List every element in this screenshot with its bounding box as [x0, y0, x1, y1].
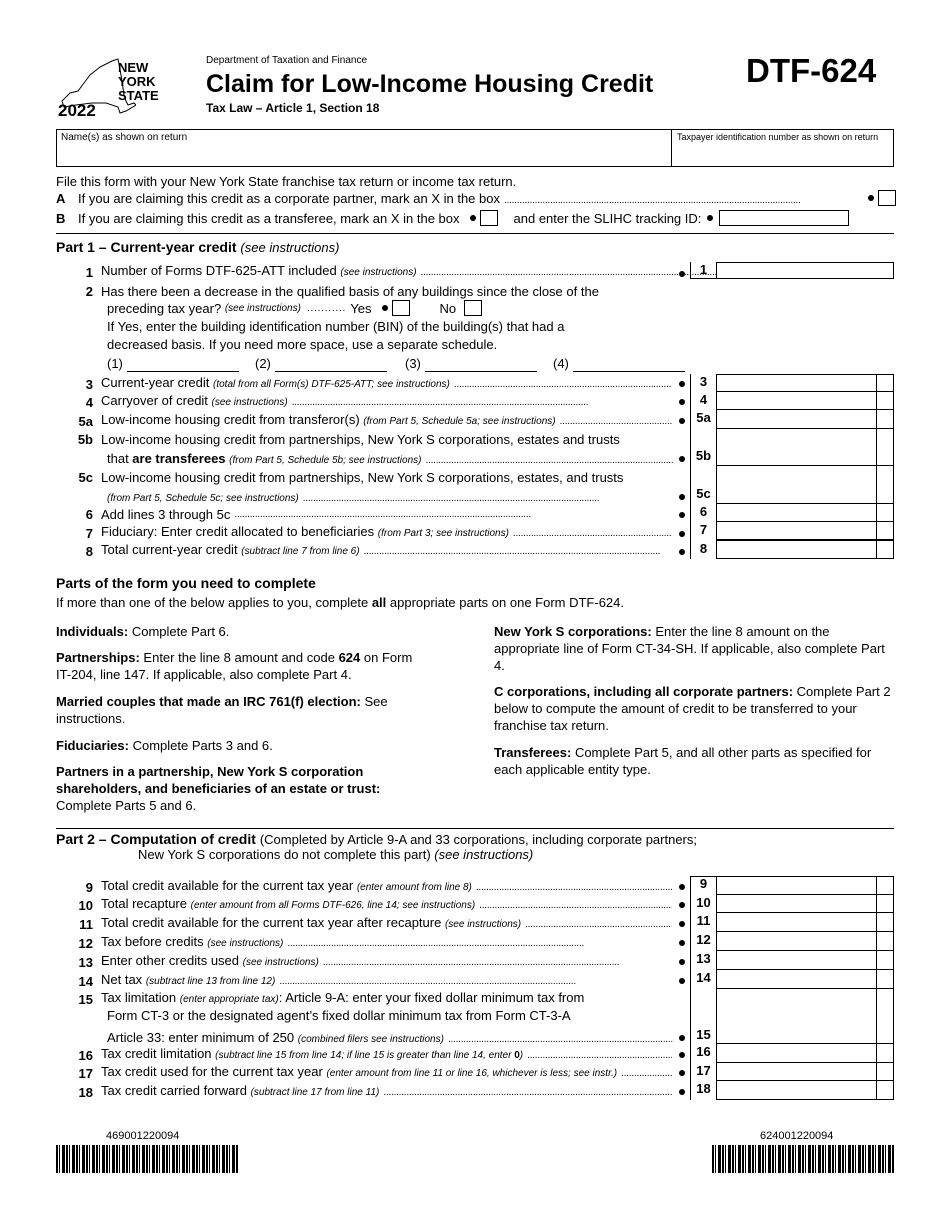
- box-label: 1: [690, 262, 716, 279]
- leader-dots: [621, 1064, 672, 1081]
- box-label: 7: [690, 522, 716, 541]
- line-7-cents-input[interactable]: [876, 522, 894, 541]
- line-9-amount-input[interactable]: [716, 876, 876, 895]
- line-3-amount-input[interactable]: [716, 374, 876, 392]
- bullet-icon: [679, 1035, 685, 1041]
- c-corporations-note: C corporations, including all corporate partners: Complete Part 2 below to compute the amount of credit to be transferred to your franchise tax return.: [494, 684, 891, 733]
- bullet-icon: [679, 381, 685, 387]
- corporate-partner-checkbox[interactable]: [878, 190, 896, 206]
- box-label: 14: [690, 970, 716, 989]
- line-number: 1: [85, 265, 93, 280]
- line-15-cont: Form CT-3 or the designated agent’s fixed dollar minimum tax from Form CT-3-A: [107, 1008, 571, 1023]
- leader-dots: [527, 1046, 672, 1063]
- box-label: 5b: [690, 429, 716, 466]
- line-14: 14 Net tax (subtract line 13 from line 12) . . .: [56, 971, 896, 989]
- barcode-left-number: 469001220094: [106, 1130, 180, 1142]
- line-13: 13 Enter other credits used (see instructions) . . .: [56, 952, 896, 970]
- line-16: 16 Tax credit limitation (subtract line 15 from line 14; if line 15 is greater than line 14, enter 0) . . .: [56, 1045, 896, 1063]
- decrease-no-checkbox[interactable]: [464, 300, 482, 316]
- line-7-amount-input[interactable]: [716, 522, 876, 541]
- bullet-icon: [679, 271, 685, 277]
- box-label: 16: [690, 1044, 716, 1063]
- line-8-cents-input[interactable]: [876, 541, 894, 559]
- bullet-icon: [679, 549, 685, 555]
- line-5b-cents-input[interactable]: [876, 429, 894, 466]
- divider: [56, 828, 894, 829]
- line-13-cents-input[interactable]: [876, 951, 894, 970]
- leader-dots: [303, 489, 673, 504]
- id-fields-box: [56, 129, 894, 167]
- line-9: 9 Total credit available for the current tax year (enter amount from line 8) . . .: [56, 877, 896, 895]
- bullet-icon: [679, 399, 685, 405]
- no-label: No: [439, 300, 457, 316]
- line-5c: 5c Low-income housing credit from partnerships, New York S corporations, estates, and trusts: [78, 470, 624, 485]
- leader-dots: [287, 934, 672, 951]
- line-2: [56, 281, 896, 299]
- part1-heading: [56, 239, 339, 255]
- name-label: Name(s) as shown on return: [61, 132, 188, 143]
- line-6: 6 Add lines 3 through 5c . . .: [56, 504, 896, 522]
- bullet-icon: [679, 512, 685, 518]
- transferee-checkbox[interactable]: [480, 210, 498, 226]
- line-4-amount-input[interactable]: [716, 392, 876, 410]
- line-17-amount-input[interactable]: [716, 1063, 876, 1081]
- line-18-cents-input[interactable]: [876, 1081, 894, 1100]
- leader-dots: [448, 1030, 673, 1045]
- line-5c-cents-input[interactable]: [876, 466, 894, 504]
- leader-dots: [479, 896, 672, 913]
- line-11: 11 Total credit available for the current tax year after recapture (see instructions) . . .: [56, 914, 896, 932]
- box-label: 15: [690, 989, 716, 1044]
- line-12-cents-input[interactable]: [876, 932, 894, 951]
- box-label: 18: [690, 1081, 716, 1100]
- box-label: 8: [690, 541, 716, 559]
- line-11-amount-input[interactable]: [716, 913, 876, 932]
- line-13-amount-input[interactable]: [716, 951, 876, 970]
- box-label: 12: [690, 932, 716, 951]
- line-9-cents-input[interactable]: [876, 876, 894, 895]
- bullet-icon: [679, 1089, 685, 1095]
- transferees-note: Transferees: Complete Part 5, and all other parts as specified for each applicable entity type.: [494, 745, 872, 777]
- individuals-note: Individuals: Complete Part 6.: [56, 624, 230, 639]
- line-14-amount-input[interactable]: [716, 970, 876, 989]
- box-label: 9: [690, 876, 716, 895]
- line-11-cents-input[interactable]: [876, 913, 894, 932]
- line-2-question: preceding tax year? (see instructions) . . . . . . . . . . . Yes No: [107, 300, 482, 316]
- line-text: Has there been a decrease in the qualified basis of any buildings since the close of the: [101, 284, 599, 299]
- leader-dots: [504, 191, 864, 206]
- bullet-icon: [679, 1070, 685, 1076]
- nys-logo: [56, 55, 168, 121]
- slihc-label: and enter the SLIHC tracking ID:: [513, 210, 702, 226]
- line-12-amount-input[interactable]: [716, 932, 876, 951]
- line-8-amount-input[interactable]: [716, 541, 876, 559]
- box-label: 13: [690, 951, 716, 970]
- line-3: 3 Current-year credit (total from all Form(s) DTF-625-ATT; see instructions) . . .: [56, 374, 896, 392]
- bullet-icon: [470, 215, 476, 221]
- line-5c-cont: (from Part 5, Schedule 5c; see instructions) . . .: [107, 486, 687, 504]
- line-15: 15 Tax limitation (enter appropriate tax): Article 9-A: enter your fixed dollar minimum tax from: [78, 990, 585, 1007]
- leader-dots: [425, 451, 673, 466]
- line-17-cents-input[interactable]: [876, 1063, 894, 1081]
- bullet-icon: [679, 884, 685, 890]
- line-12: 12 Tax before credits (see instructions) . . .: [56, 933, 896, 951]
- line-6-cents-input[interactable]: [876, 504, 894, 522]
- bin-input-1[interactable]: [127, 371, 239, 372]
- line-3-cents-input[interactable]: [876, 374, 894, 392]
- line-18: 18 Tax credit carried forward (subtract line 17 from line 11) . . .: [56, 1082, 896, 1100]
- leader-dots: [476, 878, 672, 895]
- bullet-icon: [679, 921, 685, 927]
- bullet-icon: [679, 902, 685, 908]
- form-subtitle: Tax Law – Article 1, Section 18: [206, 101, 380, 115]
- line-17: 17 Tax credit used for the current tax year (enter amount from line 11 or line 16, whichever is less; see instr.) . . .: [56, 1063, 896, 1081]
- form-number: DTF-624: [746, 52, 877, 89]
- bullet-icon: [679, 940, 685, 946]
- line-number: 2: [85, 284, 93, 299]
- logo-new: NEW: [118, 60, 149, 75]
- box-label: 4: [690, 392, 716, 410]
- bullet-icon: [679, 978, 685, 984]
- line-15-amount-input[interactable]: [716, 989, 876, 1044]
- parts-info-title: Parts of the form you need to complete: [56, 575, 316, 591]
- bin-label-1: (1): [107, 356, 123, 371]
- partners-note: Partners in a partnership, New York S corporation shareholders, and beneficiaries of an estate or trust: Complete Parts 5 and 6.: [56, 764, 381, 813]
- line-10-amount-input[interactable]: [716, 895, 876, 913]
- line-text: Number of Forms DTF-625-ATT included (see instructions): [101, 263, 417, 278]
- line-5a-cents-input[interactable]: [876, 410, 894, 429]
- line-15-cents-input[interactable]: [876, 989, 894, 1044]
- line-5b: 5b Low-income housing credit from partnerships, New York S corporations, estates and trusts: [77, 432, 620, 447]
- line-2-instruction-2: decreased basis. If you need more space, use a separate schedule.: [107, 337, 498, 352]
- line-14-cents-input[interactable]: [876, 970, 894, 989]
- line-16-cents-input[interactable]: [876, 1044, 894, 1063]
- line-b-letter: B: [56, 210, 66, 226]
- line-15-cont-2: Article 33: enter minimum of 250 (combined filers see instructions) . . .: [107, 1027, 687, 1045]
- leader-dots: [364, 542, 672, 559]
- parts-info-intro: If more than one of the below applies to you, complete all appropriate parts on one Form DTF-624.: [56, 595, 625, 610]
- line-6-amount-input[interactable]: [716, 504, 876, 522]
- form-title: Claim for Low-Income Housing Credit: [206, 70, 654, 98]
- leader-dots: [292, 393, 672, 410]
- line-7: 7 Fiduciary: Enter credit allocated to beneficiaries (from Part 3; see instructions) . . .: [56, 523, 896, 541]
- name-field[interactable]: [57, 130, 672, 166]
- bullet-icon: [868, 195, 874, 201]
- line-b-text: If you are claiming this credit as a transferee, mark an X in the box: [78, 210, 460, 226]
- line-2-instruction: If Yes, enter the building identification number (BIN) of the building(s) that had a: [107, 319, 565, 334]
- bullet-icon: [679, 959, 685, 965]
- line-4-cents-input[interactable]: [876, 392, 894, 410]
- line-5a-amount-input[interactable]: [716, 410, 876, 429]
- barcode-left-icon: [56, 1145, 238, 1173]
- line-8: 8 Total current-year credit (subtract line 7 from line 6) . . .: [56, 541, 896, 559]
- slihc-tracking-id-input[interactable]: [719, 210, 849, 226]
- file-instructions: File this form with your New York State franchise tax return or income tax return.: [56, 174, 517, 189]
- line-4: 4 Carryover of credit (see instructions) . . .: [56, 392, 896, 410]
- box-label: 6: [690, 504, 716, 522]
- line-5b-amount-input[interactable]: [716, 429, 876, 466]
- leader-dots: [560, 412, 672, 429]
- bin-input-4[interactable]: [573, 371, 685, 372]
- bullet-icon: [382, 305, 388, 311]
- bullet-icon: [679, 494, 685, 500]
- tax-year: 2022: [58, 101, 96, 120]
- fiduciaries-note: Fiduciaries: Complete Parts 3 and 6.: [56, 738, 273, 753]
- box-label: 10: [690, 895, 716, 913]
- bullet-icon: [707, 215, 713, 221]
- partnerships-note: Partnerships: Enter the line 8 amount and code 624 on Form IT-204, line 147. If applicable, also complete Part 4.: [56, 650, 413, 682]
- leader-dots: [525, 915, 672, 932]
- line-b-row: [56, 209, 896, 227]
- box-label: 5a: [690, 410, 716, 429]
- bin-label-3: (3): [405, 356, 421, 371]
- barcode-right-number: 624001220094: [760, 1130, 834, 1142]
- line-5a: 5a Low-income housing credit from transferor(s) (from Part 5, Schedule 5a; see instructions) . . .: [56, 411, 896, 429]
- bin-input-3[interactable]: [425, 371, 537, 372]
- bin-label-4: (4): [553, 356, 569, 371]
- line-a-row: [56, 189, 896, 207]
- barcode-right-icon: [712, 1145, 894, 1173]
- ny-s-corporations-note: New York S corporations: Enter the line 8 amount on the appropriate line of Form CT-34-SH. If applicable, also complete Part 4.: [494, 624, 885, 673]
- part2-heading: Part 2 – Computation of credit (Completed by Article 9-A and 33 corporations, including corporate partners;: [56, 831, 697, 847]
- divider: [56, 233, 894, 234]
- bullet-icon: [679, 418, 685, 424]
- logo-york: YORK: [118, 74, 156, 89]
- line-a-text: If you are claiming this credit as a corporate partner, mark an X in the box: [78, 190, 500, 206]
- line-5c-amount-input[interactable]: [716, 466, 876, 504]
- box-label: 17: [690, 1063, 716, 1081]
- married-couples-note: Married couples that made an IRC 761(f) election: See instructions.: [56, 694, 388, 726]
- box-label: 11: [690, 913, 716, 932]
- department-name: Department of Taxation and Finance: [206, 55, 368, 66]
- leader-dots: [454, 375, 672, 392]
- yes-label: Yes: [350, 300, 372, 316]
- decrease-yes-checkbox[interactable]: [392, 300, 410, 316]
- bin-fields: [107, 356, 697, 374]
- box-label: 3: [690, 374, 716, 392]
- part2-heading-2: New York S corporations do not complete this part) (see instructions): [138, 847, 534, 862]
- bin-input-2[interactable]: [275, 371, 387, 372]
- leader-dots: [234, 505, 672, 522]
- part1-title-note: (see instructions): [240, 240, 340, 255]
- tin-label: Taxpayer identification number as shown on return: [677, 132, 879, 142]
- part1-title: Part 1 – Current-year credit: [56, 239, 237, 255]
- line-1-input[interactable]: [716, 262, 894, 279]
- leader-dots: [513, 524, 672, 541]
- leader-dots: [279, 972, 672, 989]
- leader-dots: [383, 1083, 672, 1100]
- bin-label-2: (2): [255, 356, 271, 371]
- bullet-icon: [679, 1052, 685, 1058]
- tin-field[interactable]: [673, 130, 893, 166]
- bullet-icon: [679, 456, 685, 462]
- logo-state: STATE: [118, 88, 159, 103]
- line-18-amount-input[interactable]: [716, 1081, 876, 1100]
- leader-dots: [323, 953, 672, 970]
- line-a-letter: A: [56, 190, 66, 206]
- box-label: 5c: [690, 466, 716, 504]
- line-10-cents-input[interactable]: [876, 895, 894, 913]
- line-10: 10 Total recapture (enter amount from all Forms DTF-626, line 14; see instructions) . . .: [56, 895, 896, 913]
- bullet-icon: [679, 531, 685, 537]
- line-5b-cont: that are transferees (from Part 5, Schedule 5b; see instructions) . . .: [107, 448, 687, 466]
- line-16-amount-input[interactable]: [716, 1044, 876, 1063]
